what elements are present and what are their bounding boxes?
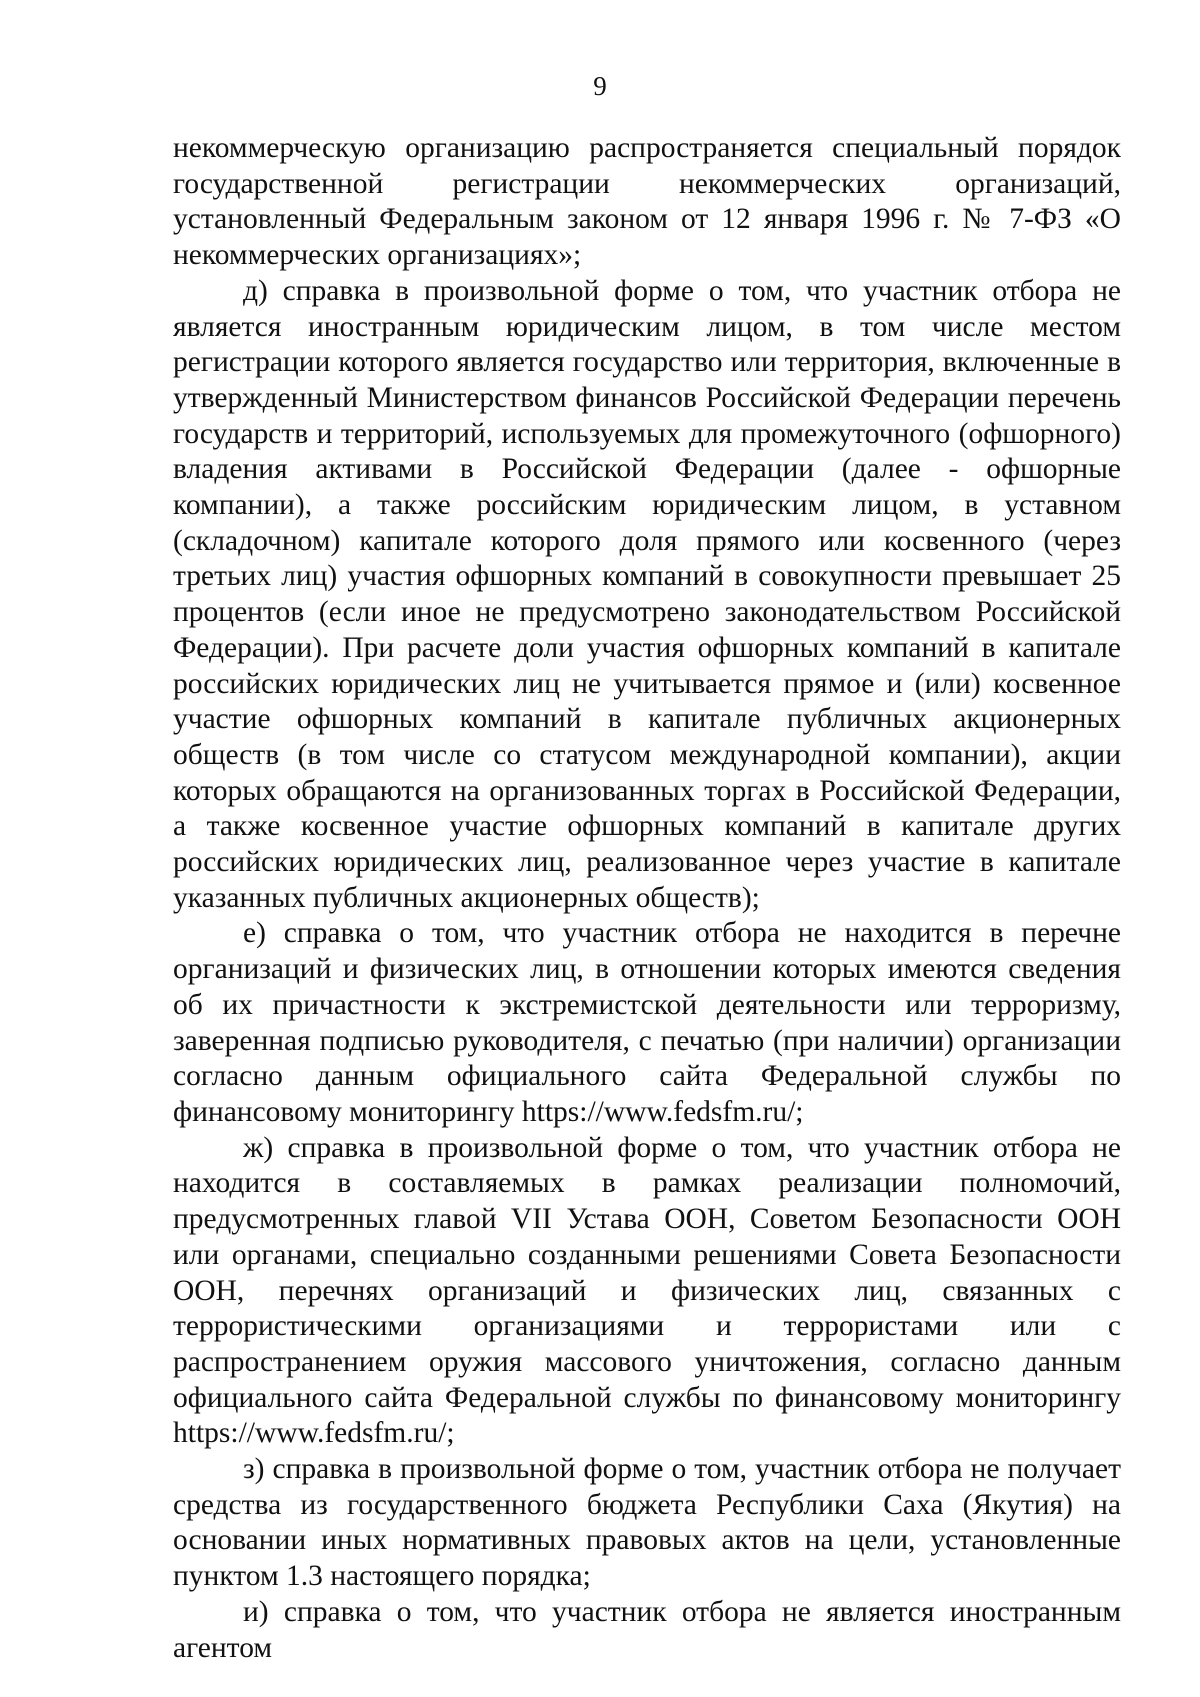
paragraph-item-e: е) справка о том, что участник отбора не находится в перечне организаций и физических лиц, в отношении которых имеются сведения об их причастности к экстремистской деятельности или терроризму, заверенная подписью руководителя, с печатью (при наличии) организации согласно данным официального сайта Федеральной службы по финансовому мониторингу https://www.fedsfm.ru/; (173, 917, 1121, 1128)
page-number: 9 (593, 71, 607, 101)
paragraph-continuation: некоммерческую организацию распространяется специальный порядок государственной регистрации некоммерческих организаций, установленный Федеральным законом от 12 января 1996 г. № 7-ФЗ «О некоммерческих организациях»; (173, 132, 1121, 272)
paragraph-item-z: з) справка в произвольной форме о том, участник отбора не получает средства из государственного бюджета Республики Саха (Якутия) на основании иных нормативных правовых актов на цели, установленные пунктом 1.3 настоящего порядка; (173, 1453, 1121, 1593)
paragraph-item-zh: ж) справка в произвольной форме о том, что участник отбора не находится в составляемых в рамках реализации полномочий, предусмотренных главой VII Устава ООН, Советом Безопасности ООН или органами, специально созданными решениями Совета Безопасности ООН, перечнях организаций и физических лиц, связанных с террористическими организациями и террористами или с распространением оружия массового уничтожения, согласно данным официального сайта Федеральной службы по финансовому мониторингу https://www.fedsfm.ru/; (173, 1131, 1121, 1450)
paragraph-item-i: и) справка о том, что участник отбора не является иностранным агентом (173, 1595, 1121, 1664)
document-body (173, 131, 1121, 1666)
paragraph-item-d: д) справка в произвольной форме о том, что участник отбора не является иностранным юридическим лицом, в том числе местом регистрации которого является государство или территория, включенные в утвержденный Министерством финансов Российской Федерации перечень государств и территорий, используемых для промежуточного (офшорного) владения активами в Российской Федерации (далее - офшорные компании), а также российским юридическим лицом, в уставном (складочном) капитале которого доля прямого или косвенного (через третьих лиц) участия офшорных компаний в совокупности превышает 25 процентов (если иное не предусмотрено законодательством Российской Федерации). При расчете доли участия офшорных компаний в капитале российских юридических лиц не учитывается прямое и (или) косвенное участие офшорных компаний в капитале публичных акционерных обществ (в том числе со статусом международной компании), акции которых обращаются на организованных торгах в Российской Федерации, а также косвенное участие офшорных компаний в капитале других российских юридических лиц, реализованное через участие в капитале указанных публичных акционерных обществ); (173, 274, 1121, 914)
